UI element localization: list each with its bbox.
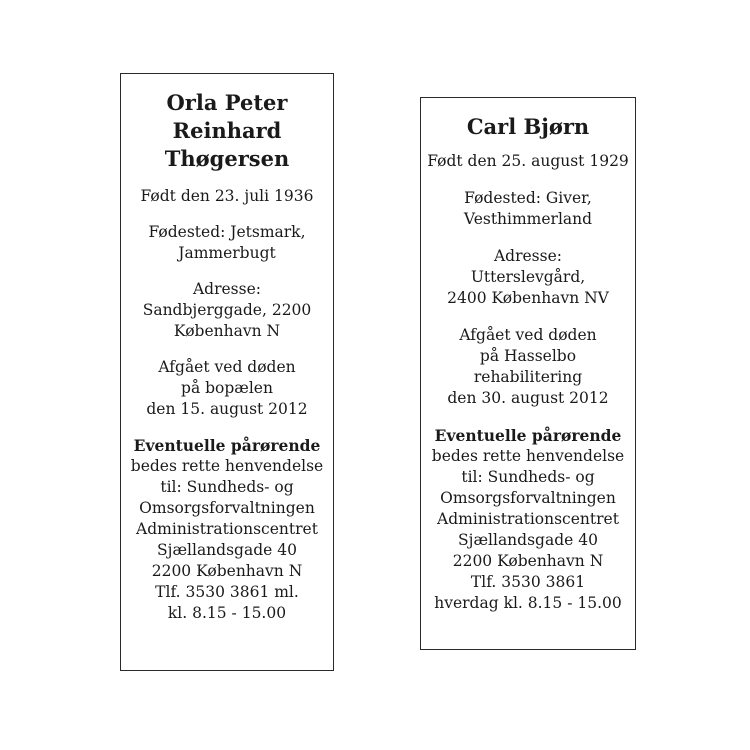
death-line: på bopælen [181,379,273,397]
birthplace-line: Jammerbugt [178,244,276,262]
birthplace-line: Vesthimmerland [463,210,593,228]
relatives-line: Sjællandsgade 40 [157,541,297,559]
relatives-line: Administrationscentret [437,510,619,528]
death-info [121,357,333,420]
relatives-line: bedes rette henvendelse [130,457,324,475]
relatives-line: til: Sundheds- og [160,478,294,496]
death-line: Afgået ved døden [459,326,597,344]
birth-date [121,186,333,207]
relatives-line: Omsorgsforvaltningen [440,489,616,507]
relatives-line: 2200 København N [452,552,604,570]
relatives-contact [421,425,635,614]
address-line: Adresse: [493,247,562,265]
death-info [421,325,635,409]
death-line: Afgået ved døden [158,358,296,376]
relatives-line: hverdag kl. 8.15 - 15.00 [434,594,622,612]
birth-date-text: Født den 23. juli 1936 [140,187,314,205]
relatives-line: til: Sundheds- og [461,468,595,486]
birthplace-line: Fødested: Jetsmark, [148,223,306,241]
birthplace [121,222,333,264]
relatives-line: 2200 København N [151,562,303,580]
relatives-heading: Eventuelle pårørende [434,426,622,445]
name-line: Carl Bjørn [466,114,590,139]
birthplace [421,188,635,230]
obituary-notice-thogersen [120,73,334,671]
deceased-name [425,113,631,141]
address [421,246,635,309]
name-line: Reinhard [172,118,282,143]
relatives-line: Administrationscentret [136,520,318,538]
relatives-line: Tlf. 3530 3861 [470,573,586,591]
death-line: den 15. august 2012 [146,400,308,418]
name-line: Thøgersen [164,146,290,171]
relatives-line: kl. 8.15 - 15.00 [167,604,287,622]
birth-date-text: Født den 25. august 1929 [427,152,629,170]
relatives-line: Sjællandsgade 40 [458,531,598,549]
deceased-name [125,89,329,173]
obituary-notice-bjorn [420,97,636,650]
relatives-line: bedes rette henvendelse [431,447,625,465]
relatives-contact [121,435,333,624]
death-line: på Hasselbo [479,347,577,365]
address-line: Utterslevgård, [470,268,586,286]
birth-date [421,151,635,172]
death-line: rehabilitering [473,368,583,386]
name-line: Orla Peter [166,90,288,115]
address [121,279,333,342]
death-line: den 30. august 2012 [447,389,609,407]
birthplace-line: Fødested: Giver, [464,189,592,207]
relatives-line: Tlf. 3530 3861 ml. [155,583,299,601]
address-line: Adresse: [192,280,261,298]
address-line: 2400 København NV [447,289,609,307]
address-line: København N [173,322,281,340]
address-line: Sandbjerggade, 2200 [142,301,312,319]
relatives-heading: Eventuelle pårørende [133,436,321,455]
relatives-line: Omsorgsforvaltningen [139,499,315,517]
